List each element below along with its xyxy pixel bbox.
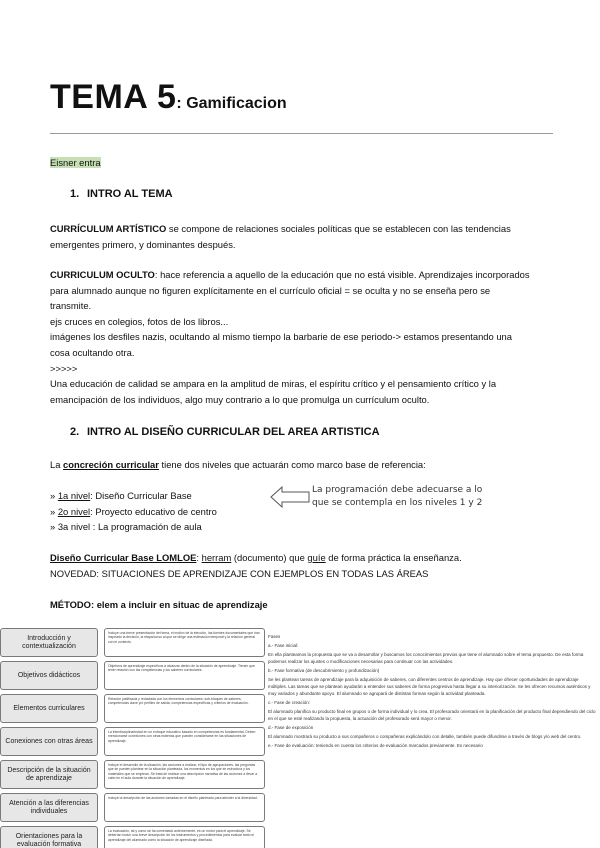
bullet: » — [50, 490, 58, 501]
term-diseno-curricular: Diseño Curricular Base LOMLOE — [50, 552, 197, 563]
section-2-title: INTRO AL DISEÑO CURRICULAR DEL AREA ARTISTICA — [87, 426, 380, 438]
text-fragment: : elem a incluir en situac de aprendizaje — [90, 599, 268, 610]
element-label: Atención a las diferencias individuales — [0, 793, 98, 822]
element-label: Introducción y contextualización — [0, 628, 98, 657]
text-line: se compone de relaciones sociales políticas que se establecen con las tendencias — [166, 223, 511, 234]
callout-line: que se contempla en los niveles 1 y 2 — [312, 498, 483, 508]
novedad-line: NOVEDAD: SITUACIONES DE APRENDIZAJE CON EJEMPLOS EN TODAS LAS ÁREAS — [50, 567, 429, 579]
term-concrecion-curricular: concreción curricular — [63, 459, 159, 470]
text-line: Una educación de calidad se ampara en la amplitud de miras, el espíritu crítico y el pensamiento crítico y la — [50, 378, 497, 390]
page-title — [50, 78, 287, 117]
phase-text: c.- Fase de creación: — [268, 699, 311, 705]
paragraph-curriculum-artistico — [50, 221, 555, 252]
phases-column — [268, 634, 596, 752]
paragraph-curriculum-oculto — [50, 267, 555, 407]
text-fragment: tiene dos niveles que actuarán como marco base de referencia: — [158, 459, 426, 470]
element-description: La interdisciplinariedad en un enfoque educativo basado en competencias es fundamental. Deben mencionarse conexiones con otras materias que pueden considerarse en las situaciones de aprendizaje. — [104, 727, 265, 756]
text-line: para alumnado aunque no figuren explícitamente en el currículo oficial = se oculta y no se enseña pero se — [50, 284, 491, 296]
paragraph-metodo — [50, 597, 555, 613]
title-sub: : Gamificacion — [176, 95, 287, 112]
level-term: 2o nivel — [57, 505, 91, 517]
phase-text: El alumnado mostrará su producto a sus compañeros o compañeras explicándolo con detalle, también puede difundirse a través de blogs y/o web del centro. — [268, 733, 582, 739]
phase-text: Fases — [268, 634, 281, 639]
text-fragment: guíe — [307, 552, 326, 563]
element-description: La evaluación, tal y como se ha comentado anteriormente, es un motor para el aprendizaje. Se deberían incluir una breve descripción de los instrumentos y procedimientos para evaluar tanto el aprendizaje del alumnado como la situación de aprendizaje diseñada. — [104, 826, 265, 848]
phase-text: Se les plantean tareas de aprendizaje para la adquisición de saberes, con diferentes centros de aprendizaje. Hay que ofrecer oportunidades de aprendizaje múltiples. Las tareas que se plantean ayudarán a entender sus saberes de forma progresiva hasta llegar a su interiorización. Se les ofrecen recursos auténticos y muy variados y abundante apoyo. El alumnado se agrupará de distintas formas según la actividad planteada. — [268, 677, 591, 696]
text-line: : hace referencia a aquello de la educación que no está visible. Aprendizajes incorporados — [154, 269, 530, 280]
phase-text: e.- Fase de evaluación: teniendo en cuenta los criterios de evaluación marcados previamente. Es necesario — [268, 743, 483, 749]
bullet: » — [50, 505, 58, 517]
title-divider — [50, 133, 553, 134]
term-curriculum-artistico: CURRÍCULUM ARTÍSTICO — [50, 223, 167, 234]
text-fragment: herram — [201, 552, 232, 563]
level-text: : Diseño Curricular Base — [90, 490, 192, 501]
text-fragment: (documento) que — [231, 552, 308, 563]
phase-text: En ella planteamos la propuesta que se va a desarrollar y buscamos los conocimientos previos que tiene el alumnado sobre el tema propuesto. De esta forma podemos realizar los ajustes o modificaciones necesarias para continuar con las actividades. — [268, 652, 584, 664]
bullet: » — [50, 521, 58, 533]
element-description: Objetivos de aprendizaje específicos a alcanzar dentro de la situación de aprendizaje. Tienen que tener relación con las competencias y los saberes curriculares. — [104, 661, 265, 690]
callout-text — [312, 484, 492, 510]
text-line: cosa ocultando otra. — [50, 346, 135, 358]
text-line: ejs cruces en colegios, fotos de los libros... — [50, 315, 229, 327]
text-line: transmite. — [50, 300, 92, 312]
term-metodo: MÉTODO — [50, 599, 91, 610]
phase-text: El alumnado planifica su producto final en grupos o de forma individual y lo crea. El profesorado orientará en la planificación del producto final dependiendo del ciclo en el que se esté realizando la propuesta, la actuación del profesorado será mayor o menor. — [268, 708, 596, 721]
element-description: Relación justificada y redactada con los elementos curriculares: sub-bloques de saberes, competencias clave y/o perfiles de salida, competencias específicas y criterios de evaluación. — [104, 694, 265, 723]
situation-elements-descriptions — [104, 628, 265, 848]
element-label: Objetivos didácticos — [0, 661, 98, 690]
phase-text: b.- Fase formativa (de descubrimiento y profundización) — [268, 668, 380, 674]
callout-line: La programación debe adecuarse a lo — [312, 485, 483, 495]
element-description: Incluye el desarrollo de la situación, las acciones a realizar, el tipo de agrupaciones, las preguntas que se pueden plantear en la situación planteada, los momentos en los que se estructura y los materiales que se emplean. Se trata de realizar una descripción narrativa de las acciones a llevar a cabo en el aula durante la situación de aprendizaje. — [104, 760, 265, 789]
text-fragment: La — [50, 459, 64, 470]
section-2-number: 2. — [70, 426, 80, 438]
paragraph-diseno-curricular — [50, 550, 555, 581]
text-fragment: de forma práctica la enseñanza. — [325, 552, 462, 563]
text-line: emergentes primero, y dominantes después. — [50, 238, 236, 250]
author-line — [50, 155, 555, 171]
section-2-heading — [70, 426, 380, 438]
title-main: TEMA 5 — [50, 78, 177, 116]
element-label: Elementos curriculares — [0, 694, 98, 723]
text-line: emancipación de los individuos, algo muy contrario a lo que promulga un currículum oculto. — [50, 393, 430, 405]
level-item — [50, 519, 555, 535]
element-label: Orientaciones para la evaluación formativa — [0, 826, 98, 848]
left-arrow-icon — [270, 486, 310, 508]
phase-text: a.- Fase inicial: — [268, 643, 299, 649]
element-label: Descripción de la situación de aprendizaje — [0, 760, 98, 789]
element-description: Incluye una breve presentación del tema, el motivo de la elección, las fuentes documentales que han inspirado la decisión, la etapa/curso al que se dirige una estimación temporal y la relación general con el contexto. — [104, 628, 265, 657]
level-text: 3a nivel : La programación de aula — [57, 521, 202, 533]
author-highlight: Eisner entra — [50, 157, 101, 168]
paragraph-concrecion — [50, 457, 555, 473]
section-1-heading — [70, 188, 173, 200]
text-line: >>>>> — [50, 362, 78, 374]
level-text: : Proyecto educativo de centro — [90, 505, 217, 517]
phase-text: d.- Fase de exposición — [268, 724, 314, 730]
level-term: 1a nivel — [57, 490, 91, 501]
section-1-title: INTRO AL TEMA — [87, 188, 173, 200]
text-fragment: : — [196, 552, 202, 563]
element-label: Conexiones con otras áreas — [0, 727, 98, 756]
term-curriculum-oculto: CURRICULUM OCULTO — [50, 269, 155, 280]
text-line: imágenes los desfiles nazis, ocultando al mismo tiempo la barbarie de ese periodo-> estamos presentando una — [50, 331, 512, 343]
element-description: Incluye la descripción de las acciones tomadas en el diseño planteado para atender a la diversidad. — [104, 793, 265, 822]
situation-elements-labels — [0, 628, 98, 848]
section-1-number: 1. — [70, 188, 80, 200]
